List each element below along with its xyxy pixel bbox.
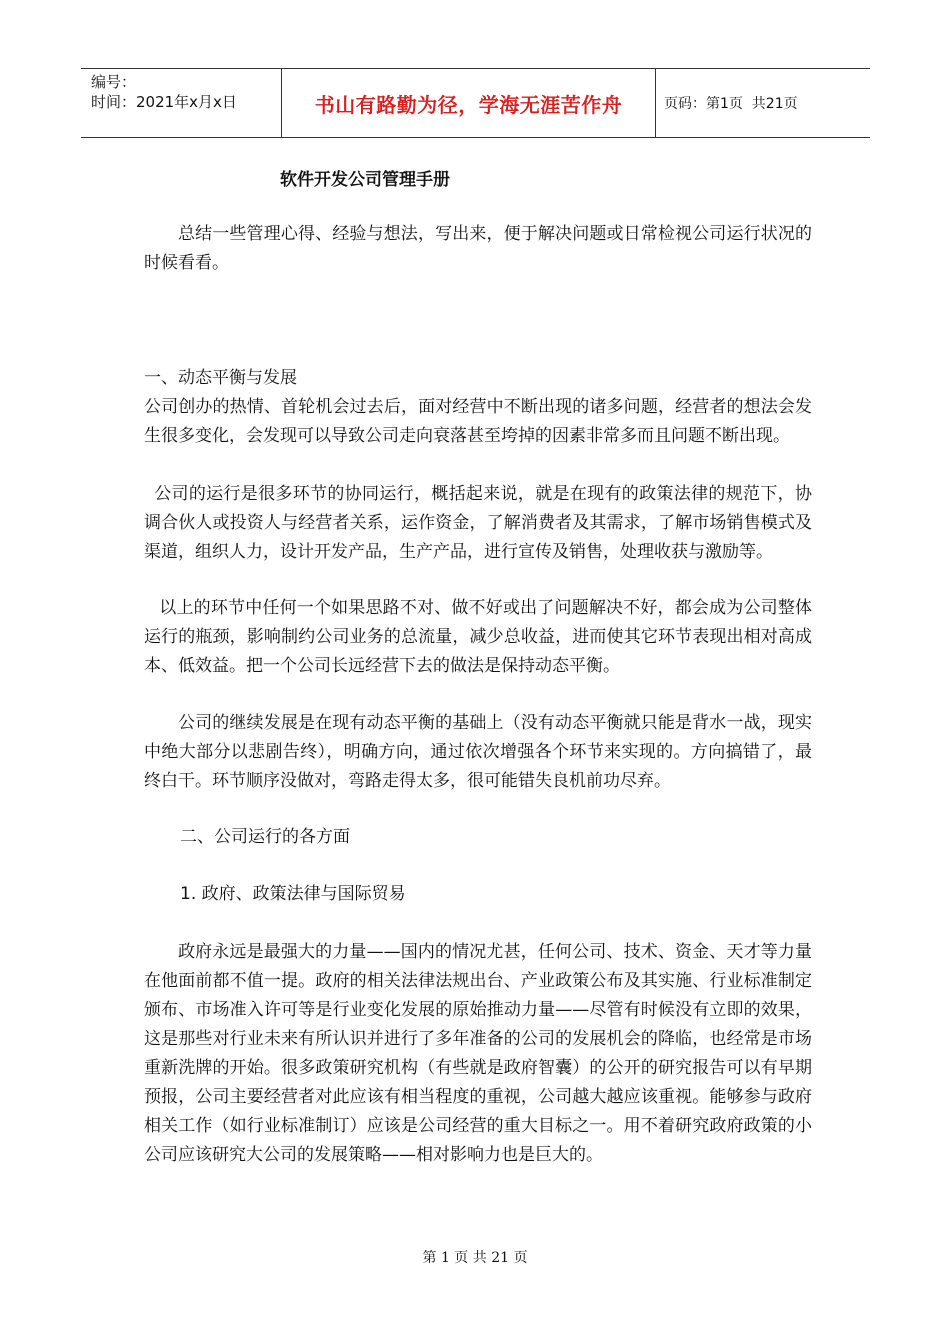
page-footer: 第 1 页 共 21 页 xyxy=(422,1250,528,1266)
header-motto: 书山有路勤为径，学海无涯苦作舟 xyxy=(282,69,656,137)
section-1-paragraph-2: 公司的运行是很多环节的协同运行，概括起来说，就是在现有的政策法律的规范下，协调合伙人或投资人与经营者关系，运作资金，了解消费者及其需求，了解市场销售模式及渠道，组织人力，设计开发产品，生产产品，进行宣传及销售，处理收获与激励等。 xyxy=(144,484,812,562)
header-page-info-text: 页码：第1页 共21页 xyxy=(664,96,798,112)
section-1-paragraph-1: 公司创办的热情、首轮机会过去后，面对经营中不断出现的诸多问题，经营者的想法会发生很多变化，会发现可以导致公司走向衰落甚至垮掉的因素非常多而且问题不断出现。 xyxy=(144,397,812,446)
section-2-paragraph-1: 政府永远是最强大的力量——国内的情况尤甚，任何公司、技术、资金、天才等力量在他面前都不值一提。政府的相关法律法规出台、产业政策公布及其实施、行业标准制定颁布、市场准入许可等是行业变化发展的原始推动力量——尽管有时候没有立即的效果，这是那些对行业未来有所认识并进行了多年准备的公司的发展机会的降临，也经常是市场重新洗牌的开始。很多政策研究机构（有些就是政府智囊）的公开的研究报告可以有早期预报，公司主要经营者对此应该有相当程度的重视，公司越大越应该重视。能够参与政府相关工作（如行业标准制订）应该是公司经营的重大目标之一。用不着研究政府政策的小公司应该研究大公司的发展策略——相对影响力也是巨大的。 xyxy=(144,942,812,1165)
section-1-paragraph-3: 以上的环节中任何一个如果思路不对、做不好或出了问题解决不好，都会成为公司整体运行的瓶颈，影响制约公司业务的总流量，减少总收益，进而使其它环节表现出相对高成本、低效益。把一个公司长远经营下去的做法是保持动态平衡。 xyxy=(144,598,812,676)
section-1-heading: 一、动态平衡与发展 xyxy=(144,368,297,388)
section-2-heading: 二、公司运行的各方面 xyxy=(180,827,350,847)
subsection-1-heading: 1. 政府、政策法律与国际贸易 xyxy=(180,884,406,904)
header-page-info xyxy=(656,69,870,137)
document-number-label: 编号： xyxy=(91,73,137,91)
document-title: 软件开发公司管理手册 xyxy=(280,170,450,190)
document-date: 时间：2021年x月x日 xyxy=(91,93,237,111)
section-1-paragraph-4: 公司的继续发展是在现有动态平衡的基础上（没有动态平衡就只能是背水一战，现实中绝大部分以悲剧告终），明确方向，通过依次增强各个环节来实现的。方向搞错了，最终白干。环节顺序没做对，弯路走得太多，很可能错失良机前功尽弃。 xyxy=(144,713,812,791)
page-header xyxy=(81,68,870,138)
intro-paragraph: 总结一些管理心得、经验与想法，写出来，便于解决问题或日常检视公司运行状况的时候看看。 xyxy=(144,224,812,273)
header-meta xyxy=(81,69,282,137)
